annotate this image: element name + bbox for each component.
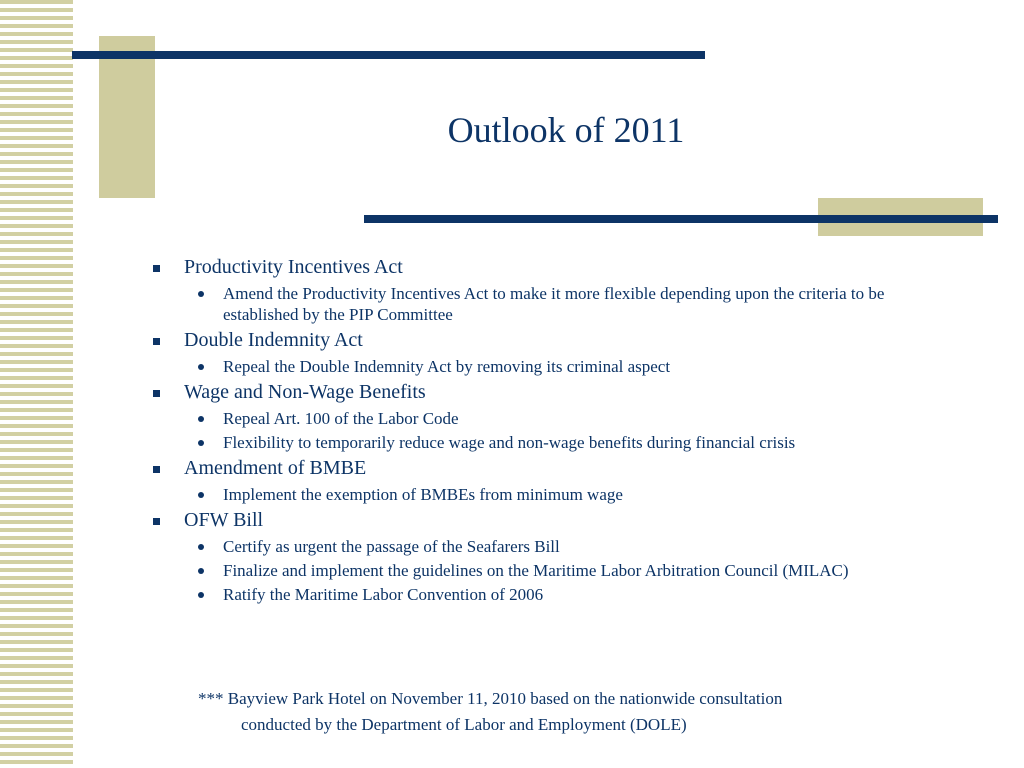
footnote-line-2: conducted by the Department of Labor and Employment (DOLE) <box>241 715 687 734</box>
bullet-wage-benefits <box>150 379 970 405</box>
sub-bullet-text: Repeal Art. 100 of the Labor Code <box>223 409 459 428</box>
sub-bullet-text: Ratify the Maritime Labor Convention of 2006 <box>223 585 544 604</box>
footnote-line-1: *** Bayview Park Hotel on November 11, 2010 based on the nationwide consultation <box>198 689 783 708</box>
sub-bullet-text: Implement the exemption of BMBEs from minimum wage <box>223 485 623 504</box>
bullet-ofw-bill <box>150 507 970 533</box>
bullet-productivity-incentives-act <box>150 254 970 280</box>
sub-bullet-text: Amend the Productivity Incentives Act to make it more flexible depending upon the criteria to be established by the PIP Committee <box>223 284 885 324</box>
bullet-heading: Productivity Incentives Act <box>184 256 403 278</box>
round-bullet-icon <box>198 544 204 550</box>
tan-accent-block-top <box>99 36 155 198</box>
title-rule-bottom <box>364 215 998 223</box>
square-bullet-icon <box>153 518 160 525</box>
square-bullet-icon <box>153 338 160 345</box>
round-bullet-icon <box>198 592 204 598</box>
bullet-list <box>150 252 970 605</box>
square-bullet-icon <box>153 390 160 397</box>
bullet-heading: Amendment of BMBE <box>184 457 367 479</box>
bullet-heading: Wage and Non-Wage Benefits <box>184 381 426 403</box>
square-bullet-icon <box>153 466 160 473</box>
bullet-amendment-bmbe <box>150 455 970 481</box>
round-bullet-icon <box>198 492 204 498</box>
sub-bullet <box>150 484 970 505</box>
sub-bullet-text: Finalize and implement the guidelines on the Maritime Labor Arbitration Council (MILAC) <box>223 561 849 580</box>
sub-bullet <box>150 432 970 453</box>
sub-bullet-text: Flexibility to temporarily reduce wage and non-wage benefits during financial crisis <box>223 433 796 452</box>
sub-bullet <box>150 584 970 605</box>
sub-bullet <box>150 536 970 557</box>
sub-bullet <box>150 356 970 377</box>
bullet-heading: OFW Bill <box>184 509 264 531</box>
round-bullet-icon <box>198 416 204 422</box>
sub-bullet <box>150 408 970 429</box>
sub-bullet <box>150 283 970 325</box>
round-bullet-icon <box>198 291 204 297</box>
bullet-heading: Double Indemnity Act <box>184 329 363 351</box>
sub-bullet <box>150 560 970 581</box>
round-bullet-icon <box>198 568 204 574</box>
left-striped-margin <box>0 0 73 768</box>
square-bullet-icon <box>153 265 160 272</box>
slide-title: Outlook of 2011 <box>447 110 685 150</box>
bullet-double-indemnity-act <box>150 327 970 353</box>
round-bullet-icon <box>198 440 204 446</box>
round-bullet-icon <box>198 364 204 370</box>
title-rule-top <box>72 51 705 59</box>
sub-bullet-text: Certify as urgent the passage of the Seafarers Bill <box>223 537 560 556</box>
sub-bullet-text: Repeal the Double Indemnity Act by removing its criminal aspect <box>223 357 671 376</box>
source-footnote <box>198 686 918 738</box>
